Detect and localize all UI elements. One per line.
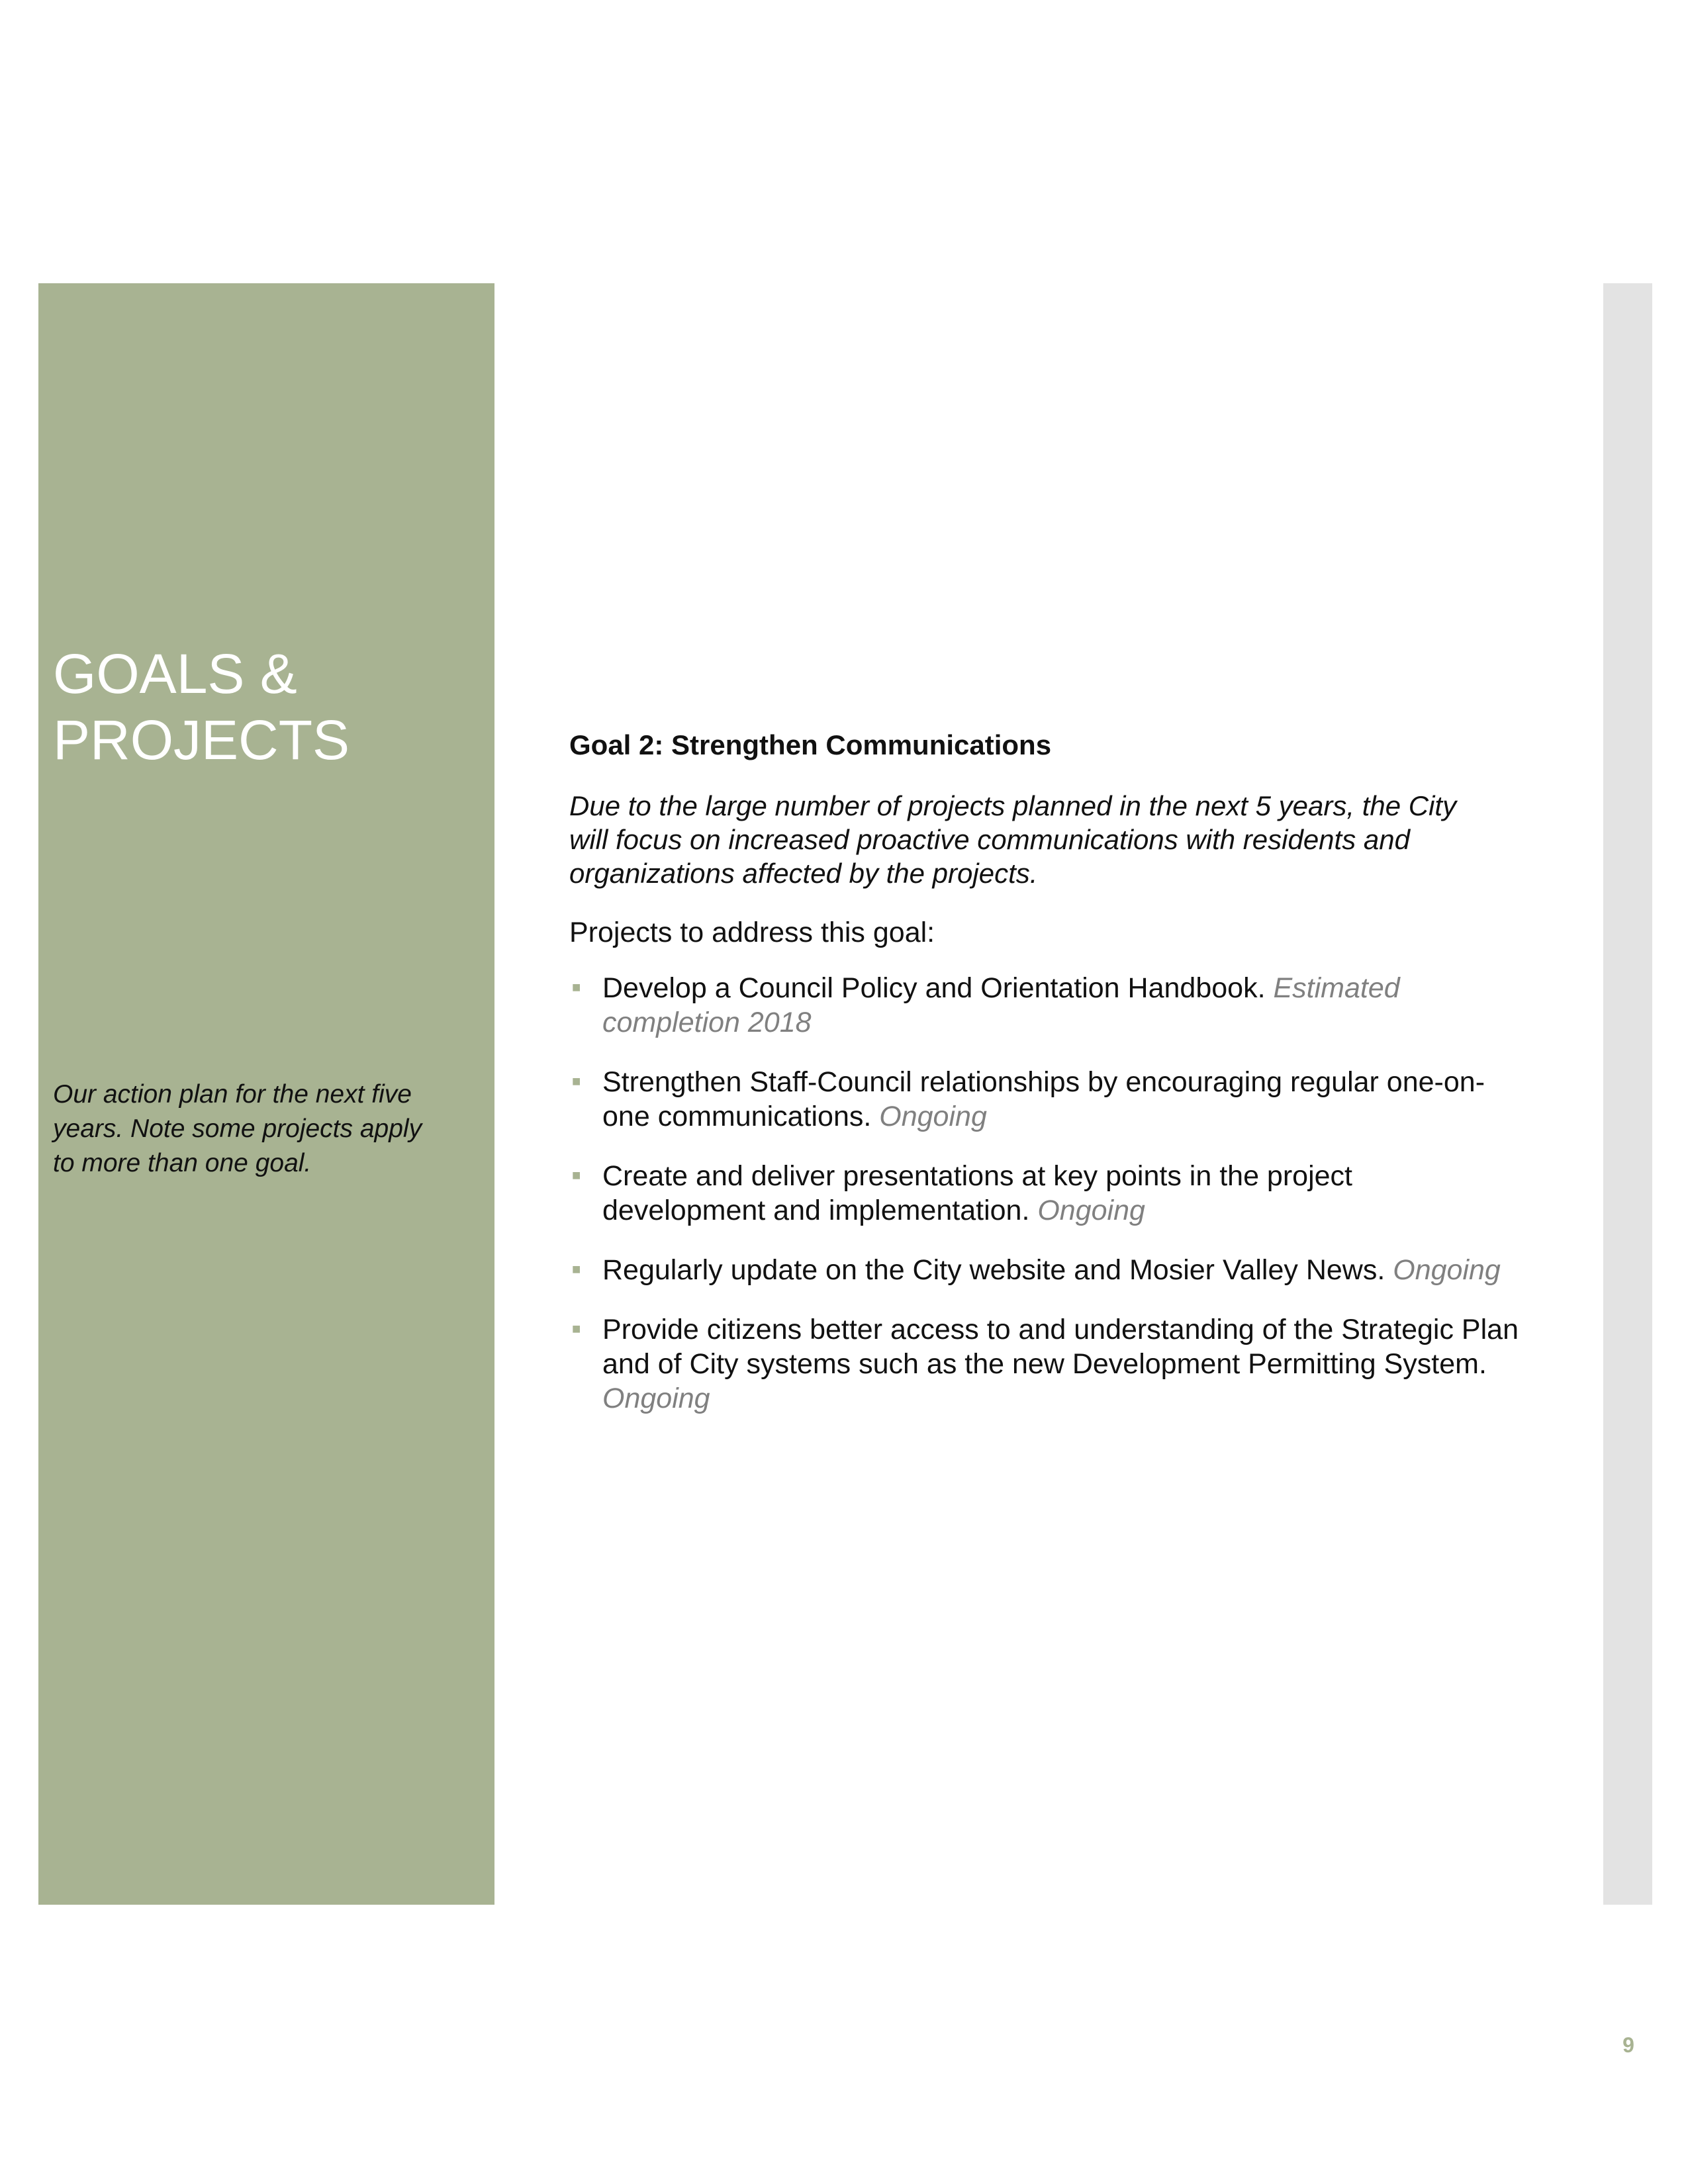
- project-item: [569, 1253, 1523, 1287]
- project-status: Ongoing: [1037, 1195, 1145, 1226]
- section-subtitle: Our action plan for the next five years. Note some projects apply to more than one goal.: [53, 1080, 422, 1177]
- bullet-icon: ■: [572, 979, 581, 995]
- right-decorative-bar: [1603, 283, 1652, 1905]
- page-number: 9: [1622, 2033, 1634, 2057]
- goal-heading: Goal 2: Strengthen Communications: [569, 729, 1052, 760]
- bullet-icon: ■: [572, 1167, 581, 1183]
- project-text: Strengthen Staff-Council relationships by encouraging regular one-on-one communications.: [602, 1066, 1485, 1132]
- project-item: [569, 971, 1523, 1040]
- bullet-icon: ■: [572, 1261, 581, 1277]
- project-list: [569, 971, 1519, 1416]
- project-text: Provide citizens better access to and understanding of the Strategic Plan and of City systems such as the new Development Permitting System.: [602, 1314, 1519, 1380]
- project-status: Ongoing: [1393, 1254, 1501, 1286]
- project-text: Create and deliver presentations at key points in the project development and implementation.: [602, 1160, 1352, 1226]
- project-text: Develop a Council Policy and Orientation Handbook.: [602, 972, 1266, 1004]
- project-status: Estimated completion 2018: [602, 972, 1400, 1038]
- project-text: Regularly update on the City website and Mosier Valley News.: [602, 1254, 1385, 1286]
- project-item: [569, 1065, 1523, 1134]
- bullet-icon: ■: [572, 1320, 581, 1337]
- projects-intro: Projects to address this goal:: [569, 917, 935, 948]
- project-status: Ongoing: [602, 1383, 710, 1414]
- section-title: GOALS & PROJECTS: [53, 643, 350, 771]
- bullet-icon: ■: [572, 1073, 581, 1089]
- project-item: [569, 1159, 1523, 1228]
- main-content: [569, 727, 1519, 1441]
- goal-description: Due to the large number of projects planned in the next 5 years, the City will focus on increased proactive communications with residents and organizations affected by the projects.: [569, 790, 1457, 889]
- project-status: Ongoing: [879, 1101, 987, 1132]
- project-item: [569, 1312, 1523, 1416]
